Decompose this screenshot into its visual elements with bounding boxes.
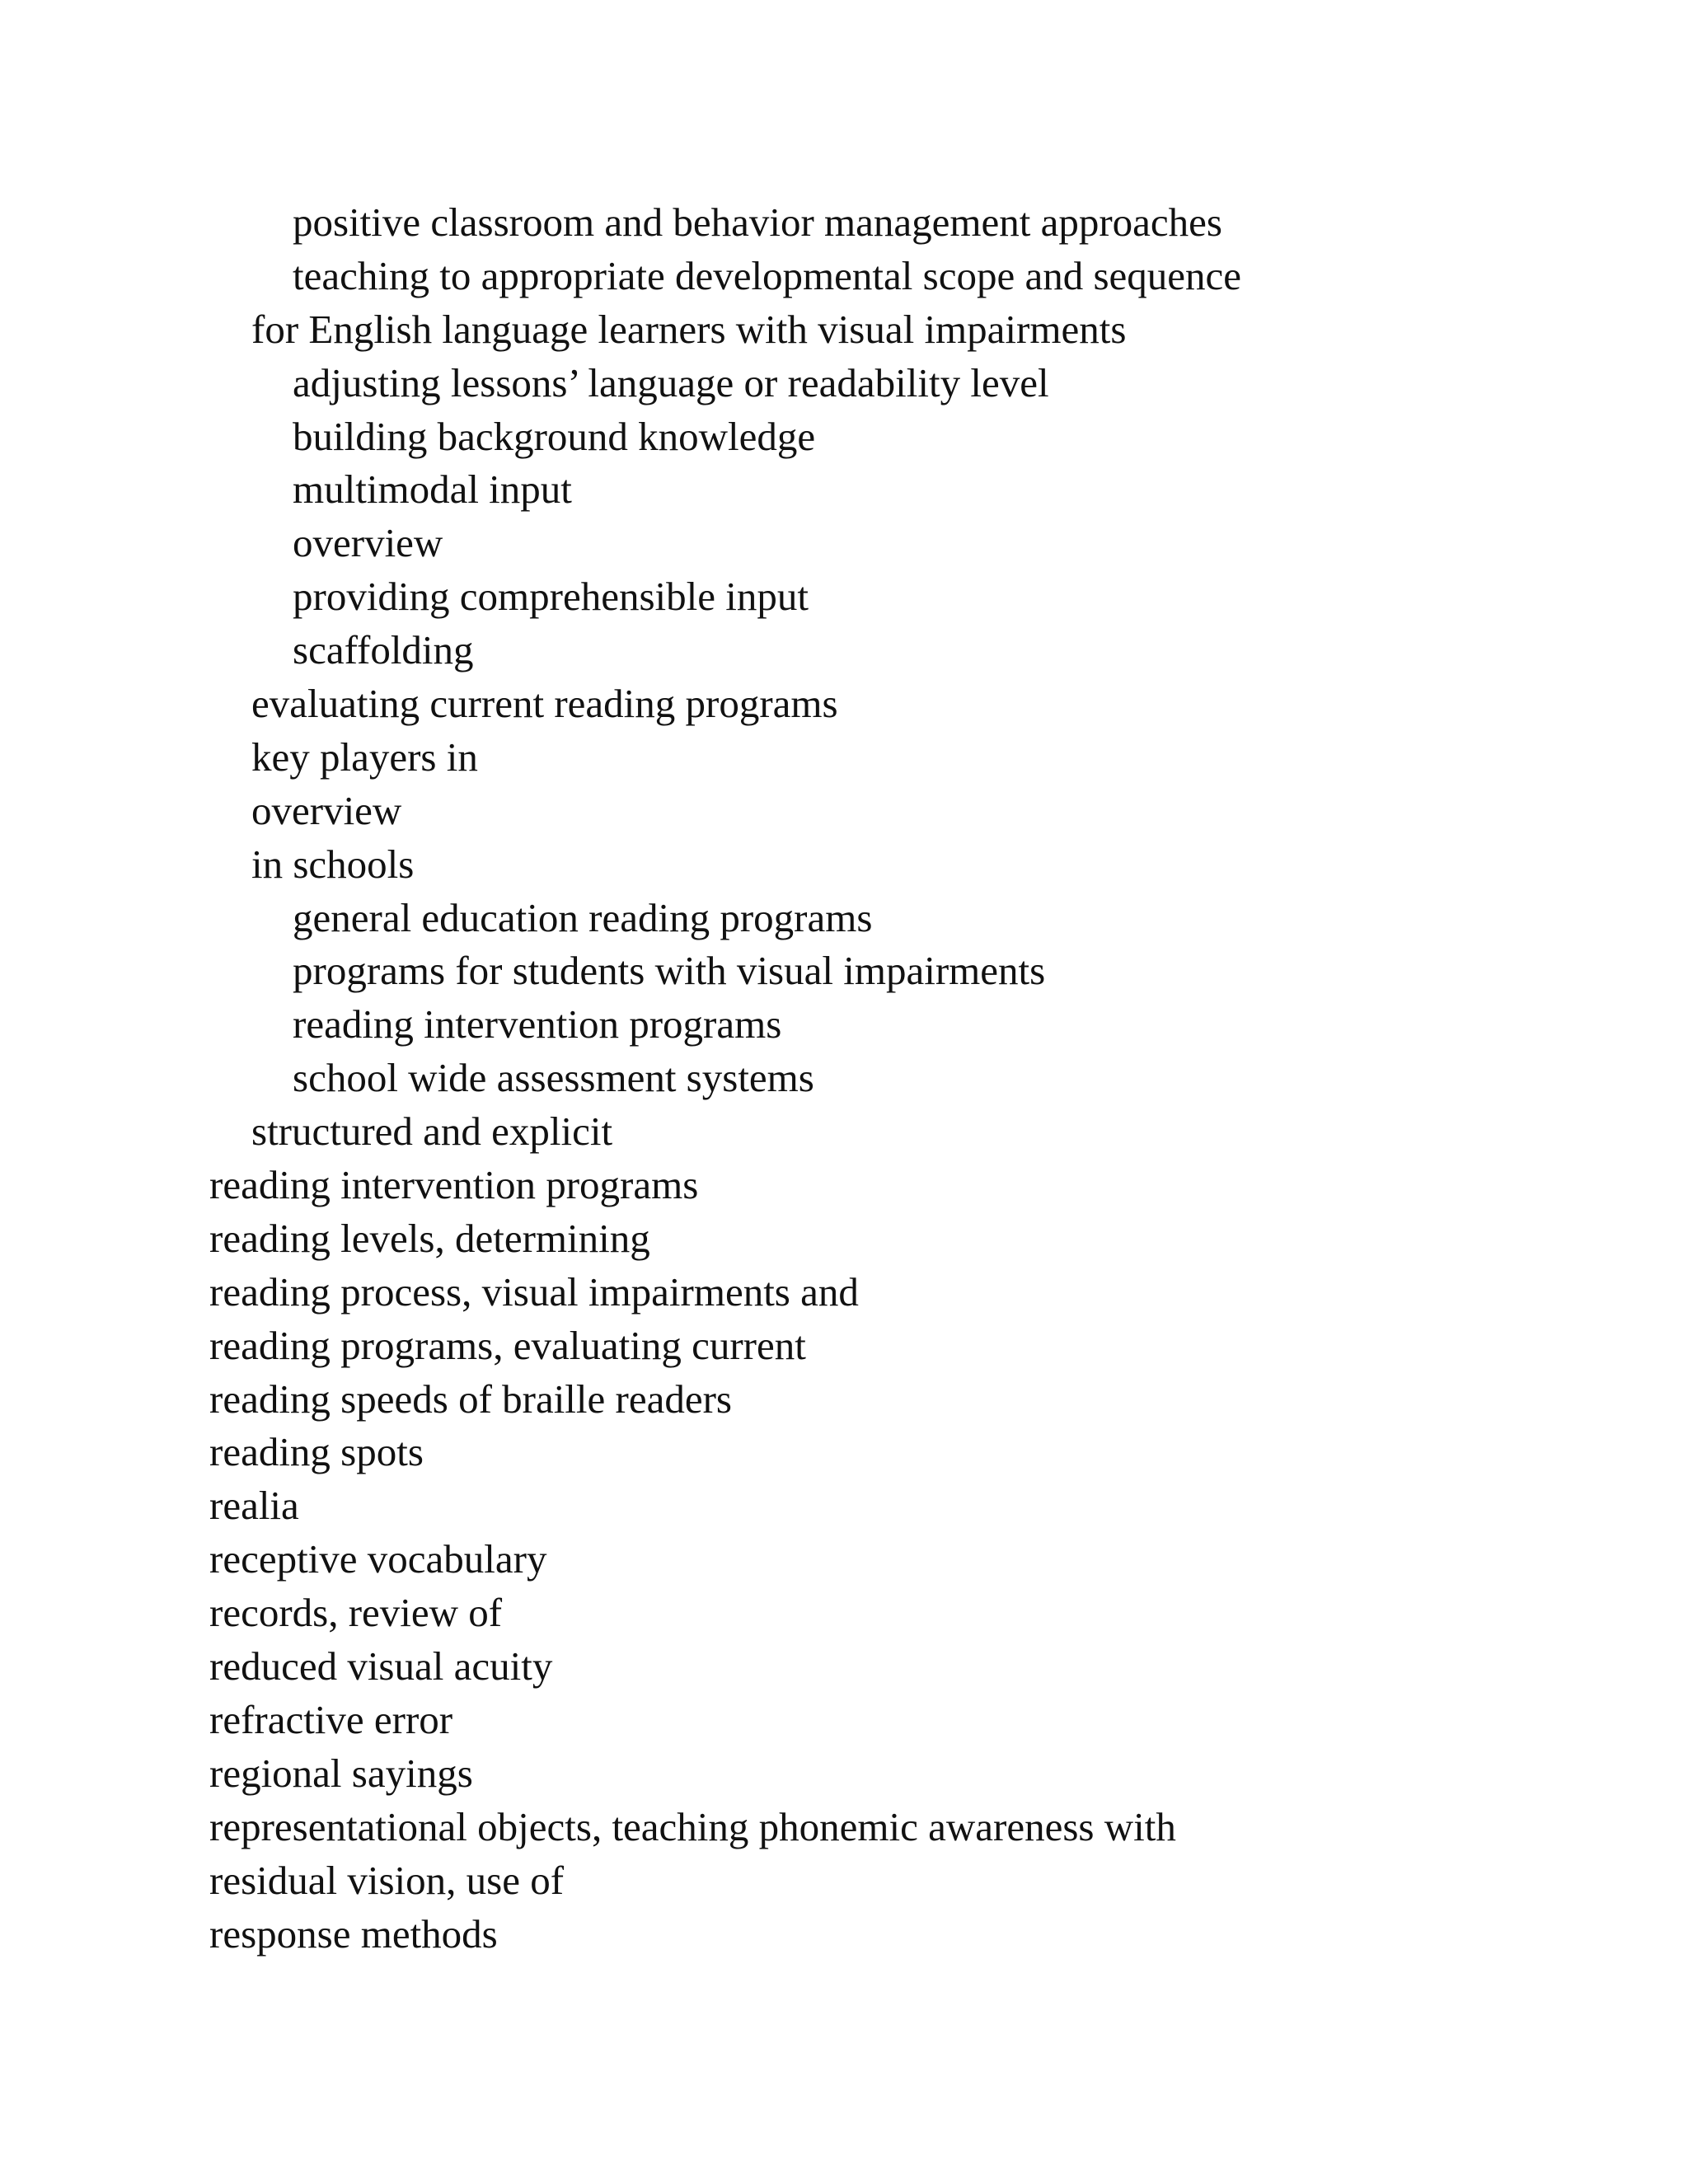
index-entry: reading programs, evaluating current: [209, 1322, 806, 1368]
index-subsubentry: scaffolding: [293, 627, 474, 673]
index-subsubentry: providing comprehensible input: [293, 574, 809, 620]
index-subsubentry: overview: [293, 520, 443, 566]
index-subsubentry: multimodal input: [293, 466, 572, 513]
index-subsubentry: programs for students with visual impairments: [293, 948, 1046, 994]
index-list: [0, 196, 1241, 1961]
index-subentry: structured and explicit: [251, 1108, 613, 1155]
index-subentry: key players in: [251, 733, 478, 780]
index-entry: regional sayings: [209, 1750, 473, 1796]
index-subsubentry: building background knowledge: [293, 413, 816, 459]
index-entry: realia: [209, 1483, 299, 1529]
index-entry: reading levels, determining: [209, 1215, 650, 1261]
index-entry: reduced visual acuity: [209, 1643, 553, 1690]
index-entry: reading process, visual impairments and: [209, 1268, 859, 1315]
index-entry: reading spots: [209, 1429, 424, 1475]
index-subsubentry: reading intervention programs: [293, 1001, 782, 1047]
index-subsubentry: teaching to appropriate developmental scope and sequence: [293, 252, 1242, 298]
index-entry: response methods: [209, 1910, 498, 1957]
index-subentry: overview: [251, 787, 402, 833]
index-subsubentry: positive classroom and behavior management approaches: [293, 199, 1222, 245]
index-entry: representational objects, teaching phonemic awareness with: [209, 1803, 1176, 1849]
index-entry: reading speeds of braille readers: [209, 1376, 732, 1422]
index-entry: records, review of: [209, 1590, 503, 1636]
index-entry: reading intervention programs: [209, 1162, 699, 1208]
index-entry: residual vision, use of: [209, 1857, 565, 1903]
index-entry: receptive vocabulary: [209, 1536, 547, 1582]
index-subsubentry: adjusting lessons’ language or readability level: [293, 359, 1049, 405]
index-subentry: for English language learners with visual impairments: [251, 306, 1127, 352]
index-subentry: evaluating current reading programs: [251, 681, 838, 727]
index-subentry: in schools: [251, 841, 415, 887]
index-entry: refractive error: [209, 1696, 453, 1742]
index-subsubentry: general education reading programs: [293, 894, 873, 940]
index-subsubentry: school wide assessment systems: [293, 1055, 814, 1101]
